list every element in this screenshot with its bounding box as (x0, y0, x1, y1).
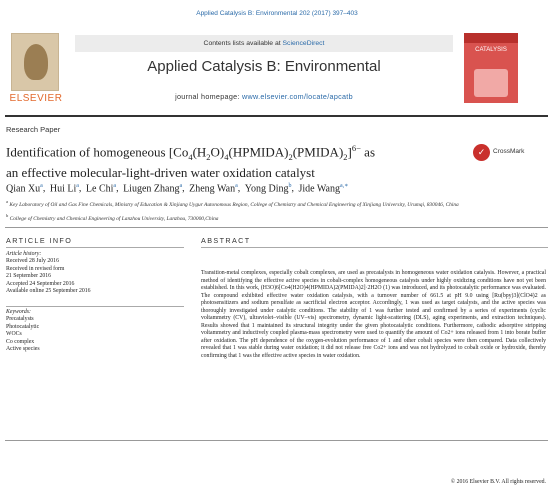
info-divider (6, 247, 184, 248)
copyright-notice: © 2016 Elsevier B.V. All rights reserved. (450, 479, 546, 485)
elsevier-logo[interactable] (5, 31, 67, 111)
footer-divider (5, 440, 548, 441)
author-affiliation-marker[interactable]: a (76, 183, 79, 189)
journal-title[interactable]: Applied Catalysis B: Environmental (147, 58, 381, 75)
author-name[interactable]: Le Chi (85, 183, 114, 195)
title-sub: 4 (188, 151, 193, 162)
journal-header (5, 31, 548, 117)
affiliation-text: Key Laboratory of Oil and Gas Fine Chemicals, Ministry of Education & Xinjiang Uygur Autonomous Region, College of Chemistry and Chemical Engineering of Xinjiang University, Urumqi, 830046, China (9, 201, 459, 208)
title-sub: 2 (288, 151, 293, 162)
keyword-item[interactable]: Active species (6, 346, 40, 353)
affiliation-marker: a (6, 199, 8, 204)
title-part: O) (210, 144, 225, 160)
cover-strip (464, 33, 518, 43)
author-list (6, 182, 546, 194)
title-part: (HPMIDA) (228, 144, 289, 160)
author-separator: , (116, 183, 122, 195)
homepage-prefix: journal homepage: (175, 92, 240, 101)
keywords (6, 309, 186, 353)
title-sub: 4 (224, 151, 229, 162)
author-affiliation-marker[interactable]: a (40, 183, 43, 189)
paper-type: Research Paper (6, 125, 61, 134)
journal-reference[interactable]: Applied Catalysis B: Environmental 202 (2017) 397–403 (196, 10, 358, 17)
affiliation-b (6, 213, 546, 222)
header-divider (5, 115, 548, 117)
section-divider (5, 227, 548, 228)
journal-banner (75, 31, 453, 111)
article-info-heading: ARTICLE INFO (6, 236, 73, 245)
history-entry: Received in revised form (6, 265, 65, 272)
cover-image (474, 69, 508, 97)
history-entry: Received 28 July 2016 (6, 258, 59, 265)
author-separator: , (78, 183, 84, 195)
affiliation-a (6, 199, 546, 208)
info-divider (6, 306, 184, 307)
history-entry: Accepted 24 September 2016 (6, 280, 75, 287)
abstract-divider (201, 247, 548, 248)
sciencedirect-link[interactable]: ScienceDirect (282, 40, 325, 47)
title-part: ] (347, 144, 352, 160)
title-part: (PMIDA) (292, 144, 344, 160)
author-affiliation-marker[interactable]: a,∗ (340, 183, 349, 189)
abstract-text: Transition-metal complexes, especially cobalt complexes, are used as precatalysts in homogeneous water oxidation catalysis. However, a practical method of identifying the effective active species in cobalt-complex homogeneous catalysts under highly oxidizing conditions have not yet been established. In this work, (H3O)6[Co4(H2O)4(HPMIDA)2(PMIDA)2]·2H2O (1) was introduced, and its photocatalytic performance was evaluated. The compound exhibited effective water oxidation catalysis, with a turnover number of 661.5 at pH 9.0 using [Ru(bpy)3](ClO4)2 as photosensitizers and sodium persulfate as sacrificial electron acceptor. Accordingly, 1 was used as target catalysts, and the active species was thoroughly investigated under catalytic conditions. The stability of 1 was further tested and confirmed by a series of experiments (cyclic voltammetry (CV), ultraviolet–visible (UV–vis) spectrometry, dynamic light-scattering (DLS), aging experiments, and extraction techniques). Results showed that 1 maintained its structural integrity under the given photocatalytic conditions. Furthermore, cathodic adsorptive stripping voltammetry and inductively coupled plasma-mass spectrometry were used to quantify the amount of Co2+ ions released from 1 into borate buffer after oxidation. The pH dependence of the oxygen-evolution performance of 1 and other cobalt species were then compared. Data collectively revealed that 1 was stable during water oxidation; it did not release free Co2+ ions and was not hydrolyzed to cobalt oxide or hydroxide, thereby confirming that 1 was the effective active species in water oxidation. (201, 270, 546, 360)
article-history (6, 251, 186, 295)
title-part: Identification of homogeneous [Co (6, 144, 189, 160)
author-name[interactable]: Yong Ding (244, 183, 289, 195)
author-affiliation-marker[interactable]: b (288, 183, 292, 189)
title-charge: 6− (351, 143, 361, 153)
tree-emblem (24, 44, 48, 80)
author-separator: , (291, 183, 297, 195)
title-line-2: an effective molecular-light-driven water oxidation catalyst (6, 164, 315, 180)
author-affiliation-marker[interactable]: a (235, 183, 238, 189)
author-name[interactable]: Qian Xu (6, 183, 41, 195)
contents-prefix: Contents lists available at (203, 40, 281, 47)
history-entry: Available online 25 September 2016 (6, 288, 91, 295)
author-name[interactable]: Liugen Zhang (123, 183, 180, 195)
crossmark-icon: ✓ (473, 144, 490, 161)
abstract-heading: ABSTRACT (201, 236, 251, 245)
homepage-link[interactable]: www.elsevier.com/locate/apcatb (242, 92, 353, 101)
contents-band (75, 35, 453, 52)
keywords-label: Keywords: (6, 309, 31, 315)
author-separator: , (237, 183, 243, 195)
cover-title: CATALYSIS (475, 47, 507, 53)
keyword-item[interactable]: Photocatalytic (6, 323, 40, 330)
affiliation-text: College of Chemistry and Chemical Engineering of Lanzhou University, Lanzhou, 730000,China (9, 215, 219, 222)
crossmark-badge[interactable] (473, 143, 543, 163)
author-name[interactable]: Jide Wang (298, 183, 340, 195)
keyword-item[interactable]: Precatalysts (6, 316, 34, 323)
journal-cover-thumbnail[interactable] (464, 33, 518, 103)
history-entry: 21 September 2016 (6, 273, 52, 280)
title-sub: 2 (206, 151, 211, 162)
title-part: (H (192, 144, 207, 160)
crossmark-label: CrossMark (493, 148, 525, 155)
author-separator: , (182, 183, 188, 195)
title-part: as (360, 144, 376, 160)
author-name[interactable]: Zheng Wan (189, 183, 236, 195)
history-label: Article history: (6, 251, 42, 257)
keyword-item[interactable]: WOCs (6, 331, 22, 338)
elsevier-tree-icon (11, 33, 59, 91)
author-affiliation-marker[interactable]: a (179, 183, 183, 189)
elsevier-wordmark: ELSEVIER (9, 93, 63, 104)
affiliation-marker: b (6, 213, 9, 218)
author-affiliation-marker[interactable]: a (113, 183, 117, 189)
homepage-band (75, 87, 453, 107)
keyword-item[interactable]: Co complex (6, 338, 35, 345)
author-separator: , (42, 183, 48, 195)
title-sub: 2 (343, 151, 348, 162)
article-title (6, 140, 466, 181)
author-name[interactable]: Hui Li (49, 183, 77, 195)
